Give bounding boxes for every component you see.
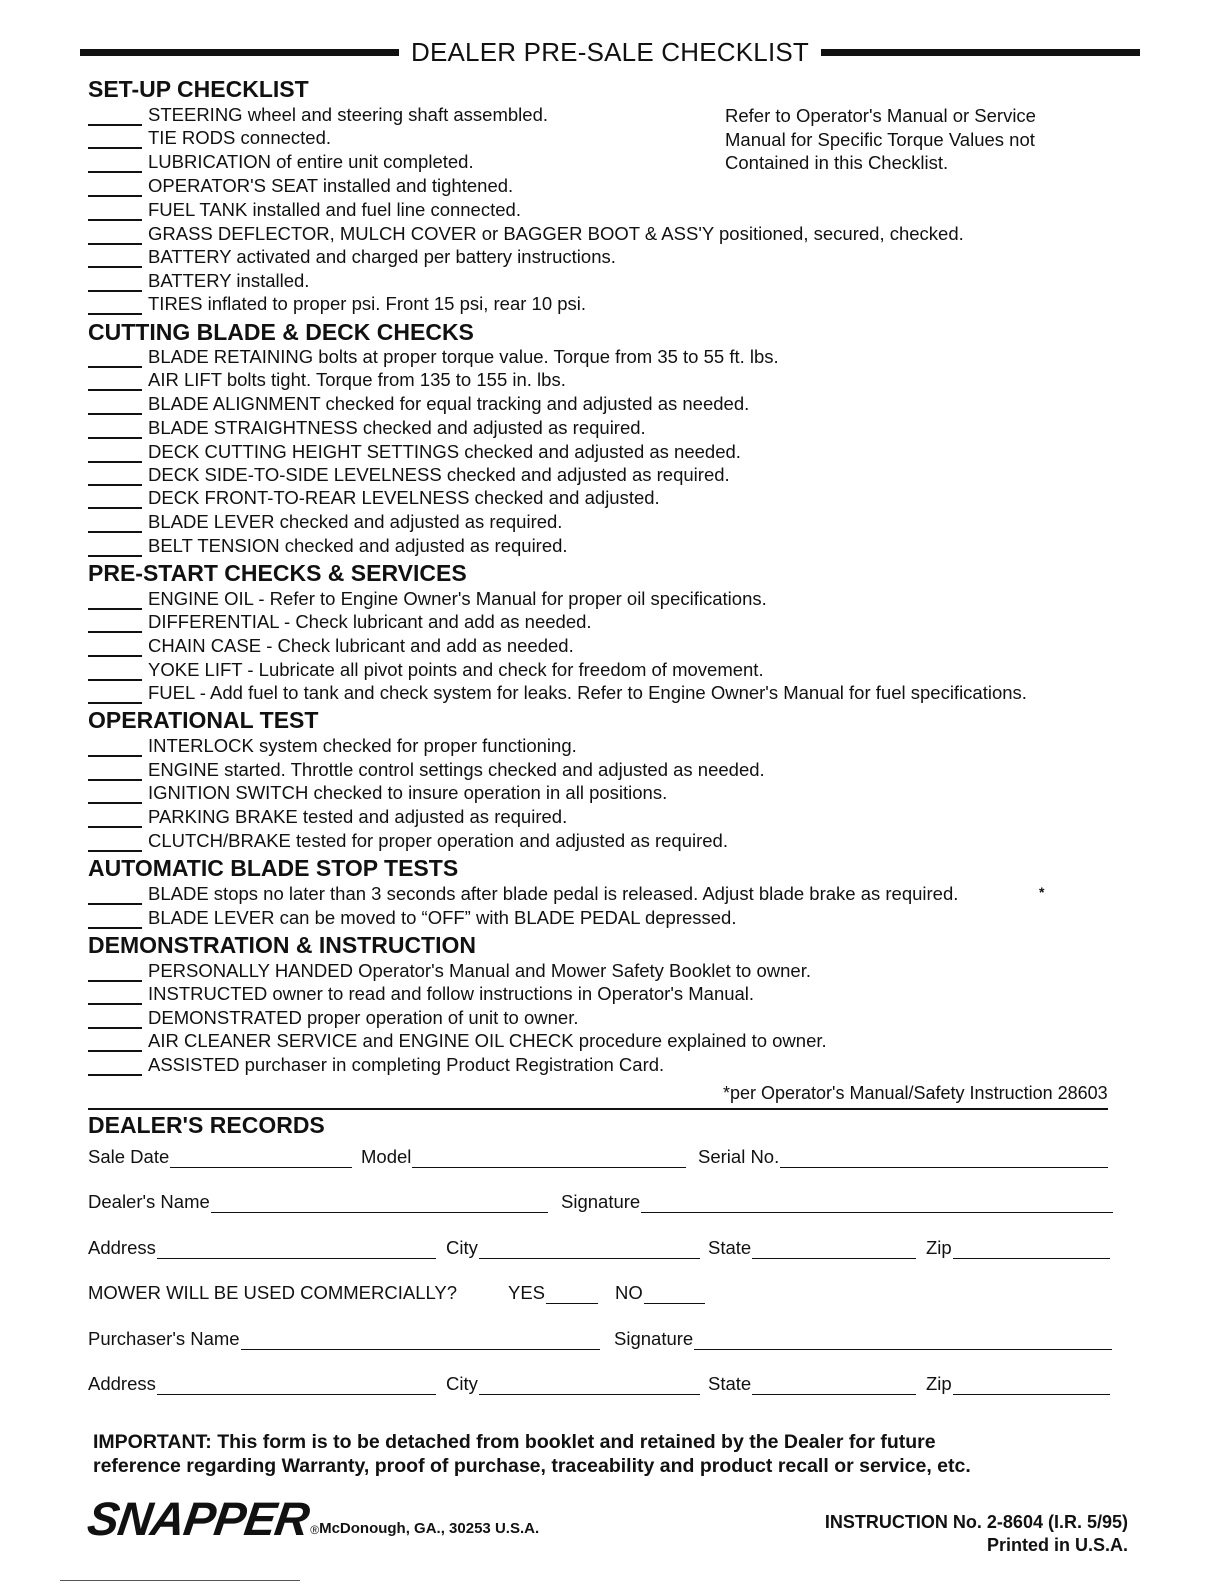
check-blank[interactable] xyxy=(88,371,142,391)
instruction-number xyxy=(825,1511,1128,1557)
instruction-line: INSTRUCTION No. 2-8604 (I.R. 5/95) xyxy=(824,1512,1128,1532)
checklist-item[interactable] xyxy=(88,983,754,1005)
checklist-item[interactable] xyxy=(88,611,592,633)
purchaser-zip-field[interactable]: Zip xyxy=(926,1369,1110,1395)
checklist-item[interactable] xyxy=(88,199,521,221)
note-line: Manual for Specific Torque Values not xyxy=(725,128,1035,150)
checklist-item[interactable] xyxy=(88,588,767,610)
checklist-item[interactable] xyxy=(88,293,586,315)
dealer-state-field[interactable]: State xyxy=(708,1233,916,1259)
item-label: BLADE ALIGNMENT checked for equal tracking and adjusted as needed. xyxy=(148,393,750,414)
check-blank[interactable] xyxy=(88,784,142,804)
checklist-item[interactable] xyxy=(88,487,660,509)
item-label: LUBRICATION of entire unit completed. xyxy=(148,151,474,172)
commercial-question: MOWER WILL BE USED COMMERCIALLY? xyxy=(88,1282,458,1303)
registered-mark: ® xyxy=(310,1523,320,1537)
purchaser-name-field[interactable]: Purchaser's Name xyxy=(88,1324,600,1350)
snapper-logo xyxy=(84,1492,540,1545)
footnote: *per Operator's Manual/Safety Instruction 28603 xyxy=(723,1083,1108,1103)
records-title: DEALER'S RECORDS xyxy=(88,1112,325,1138)
check-blank[interactable] xyxy=(88,737,142,757)
important-notice xyxy=(93,1430,971,1478)
item-label: PARKING BRAKE tested and adjusted as required. xyxy=(148,806,568,827)
section-title-bladestop: AUTOMATIC BLADE STOP TESTS xyxy=(88,855,459,881)
item-label: FUEL - Add fuel to tank and check system for leaks. Refer to Engine Owner's Manual for fuel specifications. xyxy=(148,682,1027,703)
checklist-item[interactable] xyxy=(88,417,646,439)
check-blank[interactable] xyxy=(88,106,142,126)
checklist-item[interactable] xyxy=(88,151,474,173)
checklist-item[interactable] xyxy=(88,511,562,533)
item-label: CHAIN CASE - Check lubricant and add as needed. xyxy=(148,635,574,656)
model-field[interactable]: Model xyxy=(361,1142,686,1168)
scan-edge-mark xyxy=(60,1580,300,1581)
check-blank[interactable] xyxy=(88,808,142,828)
section-title-prestart: PRE-START CHECKS & SERVICES xyxy=(88,560,467,586)
dealer-city-field[interactable]: City xyxy=(446,1233,700,1259)
check-blank[interactable] xyxy=(88,395,142,415)
title-right-bar xyxy=(821,49,1140,56)
company-address: McDonough, GA., 30253 U.S.A. xyxy=(319,1520,540,1537)
checklist-item[interactable] xyxy=(88,464,730,486)
checklist-item[interactable] xyxy=(88,735,577,757)
commercial-yes-field[interactable]: YES xyxy=(508,1278,598,1304)
item-label: AIR LIFT bolts tight. Torque from 135 to 155 in. lbs. xyxy=(148,369,566,390)
checklist-item[interactable] xyxy=(88,759,765,781)
purchaser-state-field[interactable]: State xyxy=(708,1369,916,1395)
checklist-item[interactable] xyxy=(88,270,309,292)
checklist-item[interactable] xyxy=(88,782,667,804)
checklist-item[interactable] xyxy=(88,806,567,828)
check-blank[interactable] xyxy=(88,613,142,633)
check-blank[interactable] xyxy=(88,153,142,173)
checklist-item[interactable] xyxy=(88,175,513,197)
sale-date-field[interactable]: Sale Date xyxy=(88,1142,352,1168)
records-row-sale xyxy=(88,1142,1112,1170)
item-label: YOKE LIFT - Lubricate all pivot points and check for freedom of movement. xyxy=(148,659,764,680)
dealer-name-field[interactable]: Dealer's Name xyxy=(88,1187,548,1213)
item-label: TIE RODS connected. xyxy=(148,127,332,148)
item-label: DECK FRONT-TO-REAR LEVELNESS checked and adjusted. xyxy=(148,487,660,508)
item-label: DIFFERENTIAL - Check lubricant and add as needed. xyxy=(148,611,592,632)
item-label: STEERING wheel and steering shaft assembled. xyxy=(148,104,548,125)
records-row-dealer-address xyxy=(88,1233,1112,1261)
checklist-item[interactable] xyxy=(88,535,568,557)
title-row xyxy=(80,34,1140,70)
dealer-zip-field[interactable]: Zip xyxy=(926,1233,1110,1259)
check-blank[interactable] xyxy=(88,885,142,905)
printed-line: Printed in U.S.A. xyxy=(986,1535,1128,1555)
item-label: INTERLOCK system checked for proper functioning. xyxy=(148,735,577,756)
records-row-purchaser-address xyxy=(88,1369,1112,1397)
serial-field[interactable]: Serial No. xyxy=(698,1142,1108,1168)
check-blank[interactable] xyxy=(88,489,142,509)
check-blank[interactable] xyxy=(88,295,142,315)
item-label: BLADE RETAINING bolts at proper torque value. Torque from 35 to 55 ft. lbs. xyxy=(148,346,779,367)
note-line: Contained in this Checklist. xyxy=(725,152,949,173)
checklist-item[interactable] xyxy=(88,659,764,681)
item-label: BATTERY installed. xyxy=(148,270,310,291)
check-blank[interactable] xyxy=(88,909,142,929)
check-blank[interactable] xyxy=(88,1056,142,1076)
page-title: DEALER PRE-SALE CHECKLIST xyxy=(411,36,810,67)
checklist-item[interactable] xyxy=(88,1030,827,1052)
item-label: AIR CLEANER SERVICE and ENGINE OIL CHECK procedure explained to owner. xyxy=(148,1030,827,1051)
checklist-item[interactable] xyxy=(88,635,574,657)
check-blank[interactable] xyxy=(88,1032,142,1052)
dealer-signature-field[interactable]: Signature xyxy=(561,1187,1113,1213)
checklist-item[interactable] xyxy=(88,441,741,463)
check-blank[interactable] xyxy=(88,962,142,982)
item-label: BLADE stops no later than 3 seconds after blade pedal is released. Adjust blade brake as required. xyxy=(148,883,959,904)
check-blank[interactable] xyxy=(88,590,142,610)
item-label: ENGINE OIL - Refer to Engine Owner's Manual for proper oil specifications. xyxy=(148,588,767,609)
check-blank[interactable] xyxy=(88,248,142,268)
item-label: OPERATOR'S SEAT installed and tightened. xyxy=(148,175,514,196)
item-label: BLADE LEVER can be moved to “OFF” with BLADE PEDAL depressed. xyxy=(148,907,737,928)
note-line: Refer to Operator's Manual or Service xyxy=(725,105,1036,126)
check-blank[interactable] xyxy=(88,443,142,463)
checklist-item[interactable] xyxy=(88,369,566,391)
check-blank[interactable] xyxy=(88,537,142,557)
checklist-item[interactable] xyxy=(88,223,964,245)
purchaser-signature-field[interactable]: Signature xyxy=(614,1324,1112,1350)
check-blank[interactable] xyxy=(88,1009,142,1029)
purchaser-city-field[interactable]: City xyxy=(446,1369,700,1395)
important-line: IMPORTANT: This form is to be detached from booklet and retained by the Dealer for future xyxy=(93,1431,936,1453)
check-blank[interactable] xyxy=(88,129,142,149)
item-label: INSTRUCTED owner to read and follow instructions in Operator's Manual. xyxy=(148,983,755,1004)
section-title-demo: DEMONSTRATION & INSTRUCTION xyxy=(88,932,477,958)
checklist-item[interactable] xyxy=(88,246,616,268)
records-row-purchaser xyxy=(88,1324,1112,1352)
records-row-dealer xyxy=(88,1187,1112,1215)
item-label: BATTERY activated and charged per battery instructions. xyxy=(148,246,616,267)
item-label: DECK SIDE-TO-SIDE LEVELNESS checked and adjusted as required. xyxy=(148,464,730,485)
checklist-item[interactable] xyxy=(88,346,779,368)
important-line: reference regarding Warranty, proof of purchase, traceability and product recall or service, etc. xyxy=(93,1455,971,1477)
check-blank[interactable] xyxy=(88,177,142,197)
check-blank[interactable] xyxy=(88,761,142,781)
check-blank[interactable] xyxy=(88,272,142,292)
section-title-cutting: CUTTING BLADE & DECK CHECKS xyxy=(88,319,474,345)
item-label: GRASS DEFLECTOR, MULCH COVER or BAGGER BOOT & ASS'Y positioned, secured, checked. xyxy=(148,223,964,244)
item-label: FUEL TANK installed and fuel line connected. xyxy=(148,199,521,220)
item-label: BLADE STRAIGHTNESS checked and adjusted as required. xyxy=(148,417,646,438)
checklist-item[interactable] xyxy=(88,1054,664,1076)
check-blank[interactable] xyxy=(88,201,142,221)
section-title-operational: OPERATIONAL TEST xyxy=(88,707,319,733)
item-label: DECK CUTTING HEIGHT SETTINGS checked and adjusted as needed. xyxy=(148,441,741,462)
checklist-item[interactable] xyxy=(88,393,749,415)
dealer-address-field[interactable]: Address xyxy=(88,1233,436,1259)
footnote-marker: * xyxy=(1039,884,1045,900)
check-blank[interactable] xyxy=(88,832,142,852)
check-blank[interactable] xyxy=(88,513,142,533)
checklist-item[interactable] xyxy=(88,907,737,929)
item-label: BELT TENSION checked and adjusted as required. xyxy=(148,535,568,556)
records-row-commercial xyxy=(88,1278,1112,1306)
item-label: ASSISTED purchaser in completing Product Registration Card. xyxy=(148,1054,665,1075)
purchaser-address-field[interactable]: Address xyxy=(88,1369,436,1395)
check-blank[interactable] xyxy=(88,466,142,486)
divider xyxy=(88,1108,1108,1110)
check-blank[interactable] xyxy=(88,348,142,368)
section-title-setup: SET-UP CHECKLIST xyxy=(88,76,309,102)
commercial-no-field[interactable]: NO xyxy=(615,1278,705,1304)
check-blank[interactable] xyxy=(88,684,142,704)
brand-wordmark: SNAPPER xyxy=(84,1492,313,1545)
checklist-item[interactable] xyxy=(88,830,728,852)
checklist-item[interactable] xyxy=(88,127,331,149)
item-label: PERSONALLY HANDED Operator's Manual and Mower Safety Booklet to owner. xyxy=(148,960,811,981)
check-blank[interactable] xyxy=(88,419,142,439)
item-label: DEMONSTRATED proper operation of unit to owner. xyxy=(148,1007,579,1028)
check-blank[interactable] xyxy=(88,985,142,1005)
item-label: BLADE LEVER checked and adjusted as required. xyxy=(148,511,563,532)
item-label: ENGINE started. Throttle control settings checked and adjusted as needed. xyxy=(148,759,765,780)
checklist-item[interactable] xyxy=(88,1007,578,1029)
checklist-item[interactable] xyxy=(88,682,1027,704)
item-label: CLUTCH/BRAKE tested for proper operation and adjusted as required. xyxy=(148,830,728,851)
check-blank[interactable] xyxy=(88,661,142,681)
checklist-item[interactable] xyxy=(88,960,811,982)
item-label: TIRES inflated to proper psi. Front 15 psi, rear 10 psi. xyxy=(148,293,587,314)
check-blank[interactable] xyxy=(88,225,142,245)
item-label: IGNITION SWITCH checked to insure operation in all positions. xyxy=(148,782,668,803)
title-left-bar xyxy=(80,49,399,56)
check-blank[interactable] xyxy=(88,637,142,657)
checklist-item[interactable] xyxy=(88,104,548,126)
checklist-item[interactable] xyxy=(88,883,958,905)
torque-note xyxy=(725,104,1036,175)
